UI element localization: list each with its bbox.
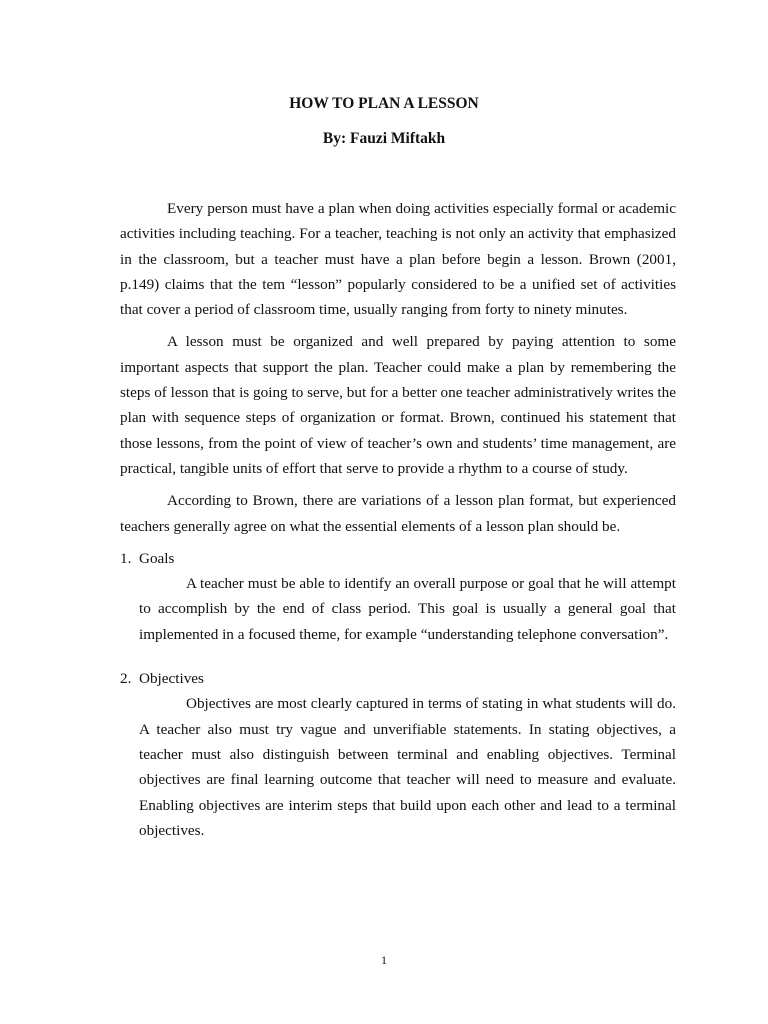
list-item-objectives <box>120 666 676 843</box>
list-heading: Objectives <box>139 670 204 688</box>
list-number: 2. <box>120 670 132 688</box>
paragraph-elements: According to Brown, there are variations of a lesson plan format, but experienced teachers generally agree on what the essential elements of a lesson plan should be. <box>120 492 676 535</box>
document-author: By: Fauzi Miftakh <box>322 130 446 147</box>
list-item-goals <box>120 546 676 647</box>
list-number: 1. <box>120 549 132 567</box>
paragraph-intro: Every person must have a plan when doing activities especially formal or academic activities including teaching. For a teacher, teaching is not only an activity that emphasized in the classroom, but a teacher must have a plan before begin a lesson. Brown (2001, p.149) claims that the tem “lesson” popularly considered to be a unified set of activities that cover a period of classroom time, usually ranging from forty to ninety minutes. <box>120 200 676 319</box>
list-heading: Goals <box>139 549 175 567</box>
list-text: A teacher must be able to identify an overall purpose or goal that he will attempt to accomplish by the end of class period. This goal is usually a general goal that implemented in a focused theme, for example “understanding telephone conversation”. <box>139 575 676 643</box>
section-spacer <box>120 647 676 666</box>
paragraph-organization: A lesson must be organized and well prepared by paying attention to some important aspects that support the plan. Teacher could make a plan by remembering the steps of lesson that is going to serve, but for a better one teacher administratively writes the plan with sequence steps of organization or format. Brown, continued his statement that those lessons, from the point of view of teacher’s own and students’ time management, are practical, tangible units of effort that serve to provide a rhythm to a course of study. <box>120 333 676 477</box>
page-number: 1 <box>381 953 387 967</box>
list-text: Objectives are most clearly captured in terms of stating in what students will do. A teacher also must try vague and unverifiable statements. In stating objectives, a teacher must also distinguish between terminal and enabling objectives. Terminal objectives are final learning outcome that teacher will need to measure and evaluate. Enabling objectives are interim steps that build upon each other and lead to a terminal objectives. <box>139 695 676 839</box>
document-title: HOW TO PLAN A LESSON <box>289 95 479 112</box>
document-body <box>120 196 676 843</box>
